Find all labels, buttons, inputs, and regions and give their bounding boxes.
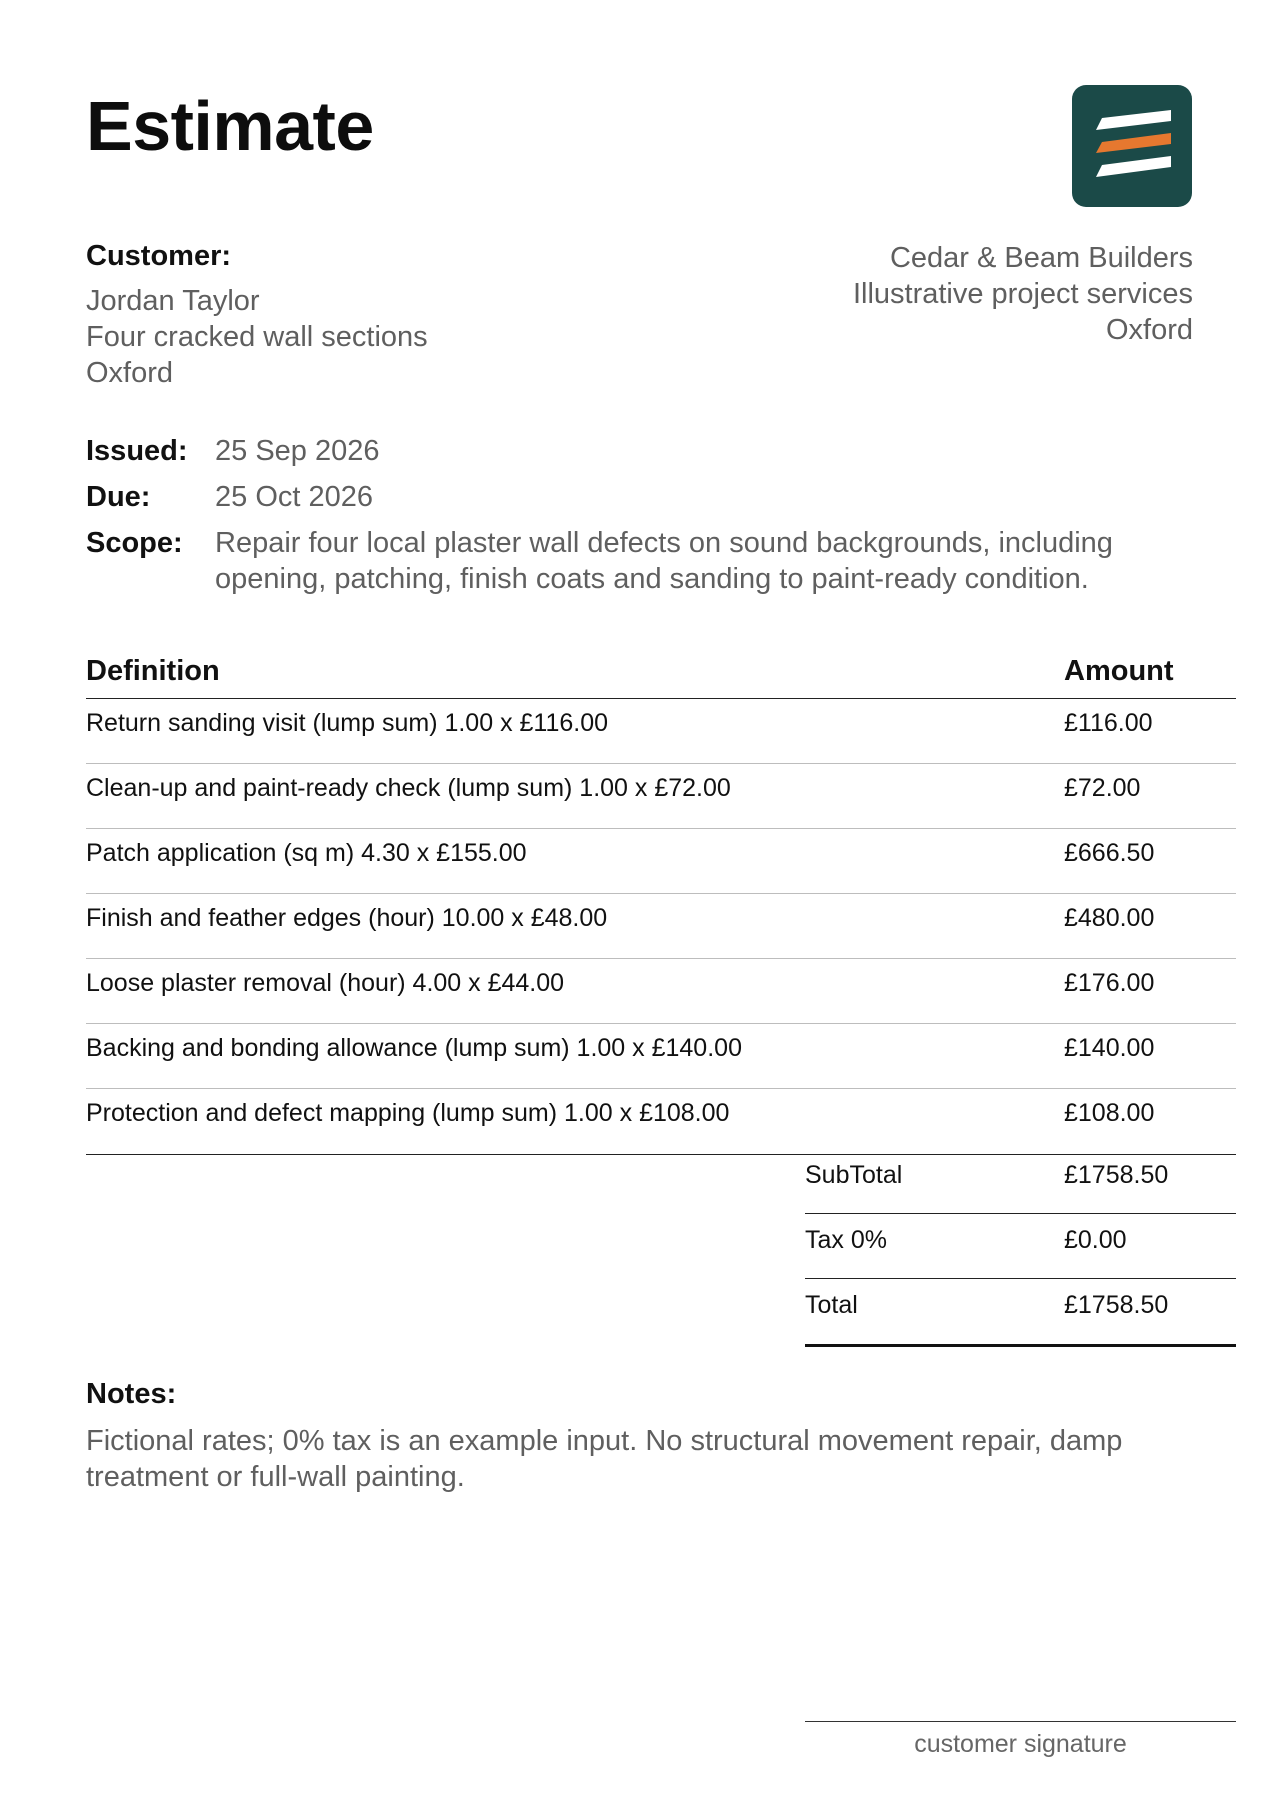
line-item-definition: Patch application (sq m) 4.30 x £155.00 (86, 839, 527, 867)
document-title: Estimate (86, 87, 374, 165)
customer-project: Four cracked wall sections (86, 321, 428, 353)
company-block (853, 240, 1193, 348)
table-row (86, 1024, 1236, 1089)
line-item-amount: £116.00 (1064, 709, 1153, 737)
company-tagline: Illustrative project services (852, 278, 1193, 310)
company-logo (1072, 85, 1192, 207)
totals-block (805, 1149, 1236, 1347)
signature-line (805, 1721, 1236, 1759)
customer-label: Customer: (86, 240, 232, 272)
total-label: Total (805, 1291, 858, 1319)
line-item-amount: £140.00 (1064, 1034, 1155, 1062)
table-row (86, 829, 1236, 894)
subtotal-value: £1758.50 (1064, 1161, 1169, 1189)
line-item-amount: £480.00 (1064, 904, 1155, 932)
table-row (86, 959, 1236, 1024)
customer-location: Oxford (86, 357, 174, 389)
tax-row (805, 1214, 1236, 1279)
signature-label: customer signature (914, 1730, 1127, 1758)
estimate-meta (86, 433, 1215, 607)
scope-text: Repair four local plaster wall defects on sound backgrounds, including opening, patching, finish coats and sanding to paint-ready condition. (215, 527, 1113, 595)
total-value: £1758.50 (1064, 1291, 1169, 1319)
stacked-layers-icon (1072, 85, 1192, 207)
company-name: Cedar & Beam Builders (889, 242, 1193, 274)
customer-name: Jordan Taylor (86, 285, 260, 317)
table-row (86, 1089, 1236, 1155)
due-label: Due: (86, 481, 151, 513)
issued-label: Issued: (86, 435, 188, 467)
line-items-table (86, 699, 1236, 1155)
line-item-definition: Finish and feather edges (hour) 10.00 x £48.00 (86, 904, 608, 932)
table-row (86, 764, 1236, 829)
line-item-amount: £176.00 (1064, 969, 1155, 997)
line-item-amount: £72.00 (1064, 774, 1141, 802)
issued-date: 25 Sep 2026 (215, 435, 380, 467)
subtotal-row (805, 1149, 1236, 1214)
line-item-definition: Return sanding visit (lump sum) 1.00 x £116.00 (86, 709, 609, 737)
definition-column-header: Definition (86, 655, 220, 687)
company-location: Oxford (1105, 314, 1193, 346)
tax-value: £0.00 (1064, 1226, 1127, 1254)
due-row (86, 479, 1215, 515)
tax-label: Tax 0% (805, 1226, 887, 1254)
customer-block (86, 240, 428, 391)
notes-text: Fictional rates; 0% tax is an example input. No structural movement repair, damp treatment or full-wall painting. (86, 1425, 1123, 1493)
line-items-header (86, 655, 1236, 699)
notes-section (86, 1378, 1236, 1495)
line-item-amount: £666.50 (1064, 839, 1155, 867)
amount-column-header: Amount (1064, 655, 1174, 687)
subtotal-label: SubTotal (805, 1161, 903, 1189)
line-item-definition: Protection and defect mapping (lump sum) 1.00 x £108.00 (86, 1099, 730, 1127)
scope-row (86, 525, 1215, 597)
line-item-definition: Clean-up and paint-ready check (lump sum) 1.00 x £72.00 (86, 774, 731, 802)
issued-row (86, 433, 1215, 469)
total-row (805, 1279, 1236, 1347)
table-row (86, 699, 1236, 764)
notes-label: Notes: (86, 1378, 177, 1410)
due-date: 25 Oct 2026 (215, 481, 373, 513)
line-item-amount: £108.00 (1064, 1099, 1155, 1127)
line-item-definition: Loose plaster removal (hour) 4.00 x £44.00 (86, 969, 565, 997)
scope-label: Scope: (86, 527, 183, 559)
line-item-definition: Backing and bonding allowance (lump sum) 1.00 x £140.00 (86, 1034, 742, 1062)
table-row (86, 894, 1236, 959)
